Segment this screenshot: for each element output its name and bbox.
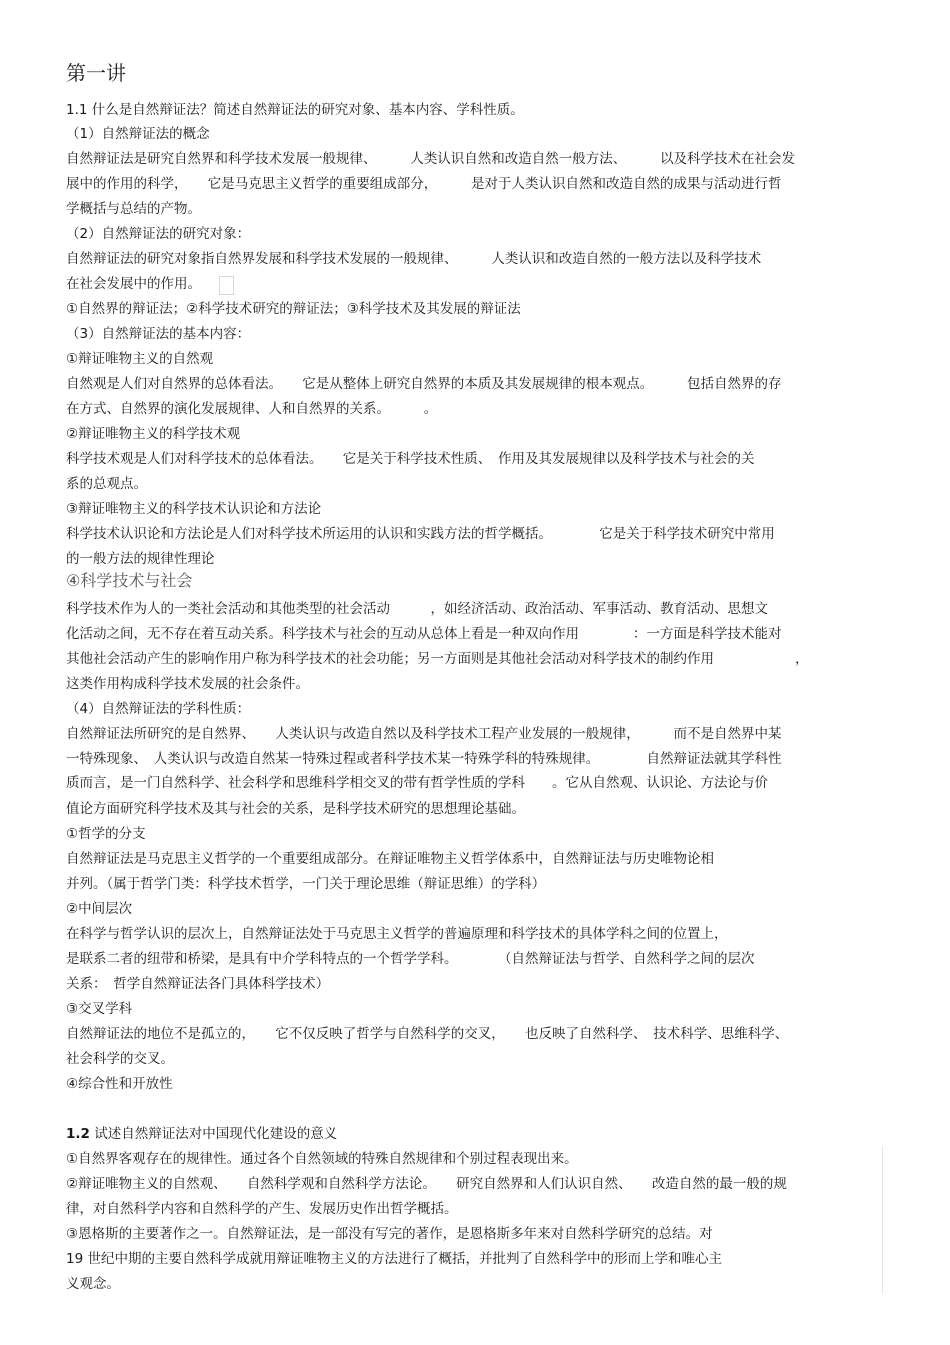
list-item: ④综合性和开放性	[66, 1076, 173, 1092]
text-line: 自然观是人们对自然界的总体看法。 它是从整体上研究自然界的本质及其发展规律的根本观点。 包括自然界的存	[66, 376, 782, 392]
list-item: ①哲学的分支	[66, 826, 146, 842]
text-line: 这类作用构成科学技术发展的社会条件。	[66, 676, 309, 692]
question-1-1: 1.1 什么是自然辩证法？简述自然辩证法的研究对象、基本内容、学科性质。	[66, 102, 524, 118]
text-line: 自然辩证法所研究的是自然界、 人类认识与改造自然以及科学技术工程产业发展的一般规律， 而不是自然界中某	[66, 726, 782, 742]
text-line: 19 世纪中期的主要自然科学成就用辩证唯物主义的方法进行了概括，并批判了自然科学中的形而上学和唯心主	[66, 1251, 722, 1267]
text-line: 关系： 哲学自然辩证法各门具体科学技术）	[66, 976, 330, 992]
text-line: ①自然界客观存在的规律性。通过各个自然领域的特殊自然规律和个别过程表现出来。	[66, 1151, 578, 1167]
text-line: 自然辩证法是马克思主义哲学的一个重要组成部分。在辩证唯物主义哲学体系中，自然辩证法与历史唯物论相	[66, 851, 714, 867]
list-item: ③交叉学科	[66, 1001, 133, 1017]
text-line: 的一般方法的规律性理论	[66, 551, 215, 567]
list-item: ④科学技术与社会	[66, 571, 193, 590]
text-line: 自然辩证法的地位不是孤立的， 它不仅反映了哲学与自然科学的交叉， 也反映了自然科学、 技术科学、思维科学、	[66, 1026, 789, 1042]
text-line: ①自然界的辩证法；②科学技术研究的辩证法；③科学技术及其发展的辩证法	[66, 301, 521, 317]
text-line: 化活动之间，无不存在着互动关系。科学技术与社会的互动从总体上看是一种双向作用 ：一方面是科学技术能对	[66, 626, 782, 642]
text-line: 科学技术认识论和方法论是人们对科学技术所运用的认识和实践方法的哲学概括。 它是关于科学技术研究中常用	[66, 526, 775, 542]
text-line: 是联系二者的纽带和桥梁，是具有中介学科特点的一个哲学学科。 （自然辩证法与哲学、自然科学之间的层次	[66, 951, 755, 967]
list-item: ③辩证唯物主义的科学技术认识论和方法论	[66, 501, 322, 517]
list-item: ②辩证唯物主义的科学技术观	[66, 426, 241, 442]
text-line: 其他社会活动产生的影响作用户称为科学技术的社会功能；另一方面则是其他社会活动对科学技术的制约作用 ，	[66, 651, 809, 667]
text-line: 在方式、自然界的演化发展规律、人和自然界的关系。 。	[66, 401, 438, 417]
text-line: 自然辩证法的研究对象指自然界发展和科学技术发展的一般规律、 人类认识和改造自然的一般方法以及科学技术	[66, 251, 762, 267]
text-line: 一特殊现象、 人类认识与改造自然某一特殊过程或者科学技术某一特殊学科的特殊规律。 自然辩证法就其学科性	[66, 751, 782, 767]
text-line: 学概括与总结的产物。	[66, 201, 201, 217]
text-line: 并列。（属于哲学门类：科学技术哲学，一门关于理论思维（辩证思维）的学科）	[66, 876, 546, 892]
text-line: 科学技术作为人的一类社会活动和其他类型的社会活动 ，如经济活动、政治活动、军事活动、教育活动、思想文	[66, 601, 768, 617]
question-heading: 试述自然辩证法对中国现代化建设的意义	[89, 1126, 338, 1142]
text-line: ③恩格斯的主要著作之一。自然辩证法，是一部没有写完的著作，是恩格斯多年来对自然科学研究的总结。对	[66, 1226, 713, 1242]
subheading-object: （2）自然辩证法的研究对象：	[66, 226, 251, 242]
text-line: 值论方面研究科学技术及其与社会的关系，是科学技术研究的思想理论基础。	[66, 801, 525, 817]
text-line: 系的总观点。	[66, 476, 147, 492]
text-line: 义观念。	[66, 1276, 120, 1292]
list-item: ①辩证唯物主义的自然观	[66, 351, 214, 367]
text-line: 自然辩证法是研究自然界和科学技术发展一般规律、 人类认识自然和改造自然一般方法、 以及科学技术在社会发	[66, 151, 795, 167]
question-number: 1.2	[66, 1126, 90, 1142]
question-1-2	[66, 1124, 888, 1144]
empty-box-mark	[219, 276, 234, 295]
text-line: 展中的作用的科学， 它是马克思主义哲学的重要组成部分， 是对于人类认识自然和改造自然的成果与活动进行哲	[66, 176, 782, 192]
subheading-concept: （1）自然辩证法的概念	[66, 126, 210, 142]
text-line: 科学技术观是人们对科学技术的总体看法。 它是关于科学技术性质、 作用及其发展规律以及科学技术与社会的关	[66, 451, 755, 467]
text-line: 在社会发展中的作用。	[66, 276, 201, 292]
subheading-nature: （4）自然辩证法的学科性质：	[66, 701, 251, 717]
margin-rule	[882, 1146, 883, 1294]
list-item: ②中间层次	[66, 901, 133, 917]
text-line: 社会科学的交叉。	[66, 1051, 174, 1067]
text-line: 律，对自然科学内容和自然科学的产生、发展历史作出哲学概括。	[66, 1201, 458, 1217]
text-line: 在科学与哲学认识的层次上，自然辩证法处于马克思主义哲学的普遍原理和科学技术的具体学科之间的位置上，	[66, 926, 728, 942]
text-line: ②辩证唯物主义的自然观、 自然科学观和自然科学方法论。 研究自然界和人们认识自然、 改造自然的最一般的规	[66, 1176, 787, 1192]
subheading-content: （3）自然辩证法的基本内容：	[66, 326, 251, 342]
page-title: 第一讲	[66, 61, 126, 85]
text-line: 质而言，是一门自然科学、社会科学和思维科学相交叉的带有哲学性质的学科 。它从自然观、认识论、方法论与价	[66, 775, 768, 791]
